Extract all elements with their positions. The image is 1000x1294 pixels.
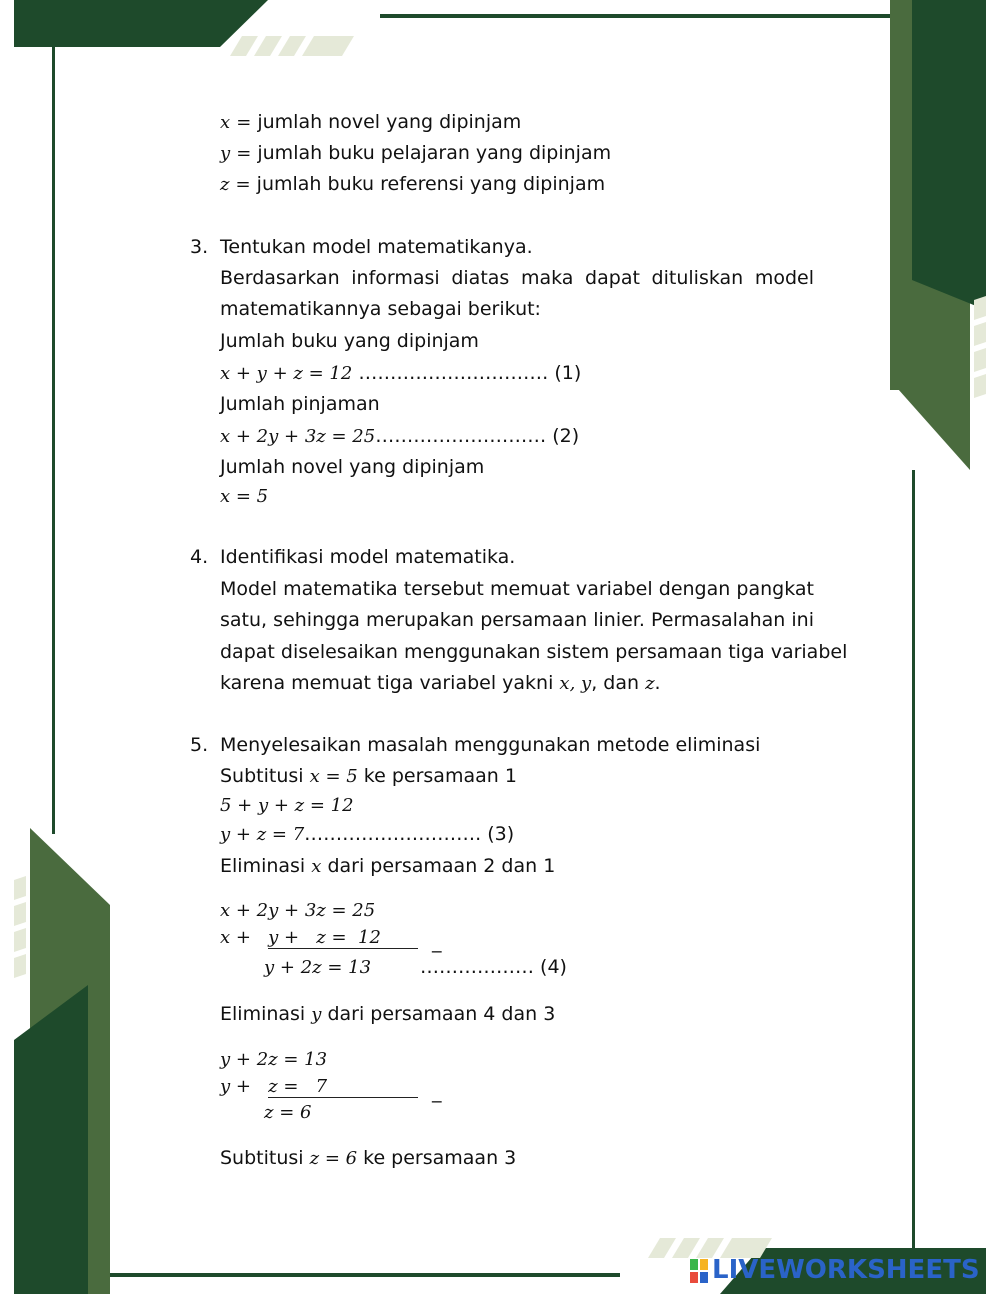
- step5-eqB: [220, 822, 1000, 847]
- stripe: [302, 36, 354, 56]
- elim1-row3-eq: y + 2z = 13: [264, 957, 372, 978]
- equation3: x = 5: [220, 486, 269, 507]
- step4-vars: x, y: [559, 673, 592, 694]
- elim2-rule: [268, 1097, 418, 1098]
- step3-equation1: [220, 361, 1000, 386]
- elim2-var: y: [311, 1004, 322, 1025]
- left-panel-dark: [14, 985, 88, 1294]
- step3-label3: Jumlah novel yang dipinjam: [220, 456, 485, 478]
- elim1-row2-eq: x + y + z = 12: [220, 927, 381, 948]
- step4-line4-end: .: [654, 672, 661, 694]
- left-border-line: [52, 44, 55, 834]
- eqA: 5 + y + z = 12: [220, 795, 354, 816]
- elim1-minus: _: [432, 931, 442, 953]
- step4-line1: Model matematika tersebut memuat variabel dengan pangkat: [220, 578, 814, 600]
- elim2-row1-eq: y + 2z = 13: [220, 1049, 328, 1070]
- step4-line4-text: karena memuat tiga variabel yakni: [220, 672, 560, 694]
- var-y-desc: jumlah buku pelajaran yang dipinjam: [257, 142, 612, 164]
- elim2-row3-eq: z = 6: [264, 1102, 312, 1123]
- stripe: [254, 36, 282, 56]
- elim2-row1: [220, 1047, 1000, 1072]
- stripe: [278, 36, 306, 56]
- elim2-source: dari persamaan 4 dan 3: [321, 1003, 556, 1025]
- equation2: x + 2y + 3z = 25: [220, 426, 376, 447]
- sub1-target: ke persamaan 1: [357, 765, 517, 787]
- sub2-text: Subtitusi: [220, 1147, 310, 1169]
- elim1-text: Eliminasi: [220, 855, 312, 877]
- step3-title: Tentukan model matematikanya.: [220, 236, 533, 258]
- elim1-row1: [220, 898, 1000, 923]
- step5-eqA: [220, 793, 1000, 818]
- step3-label1: Jumlah buku yang dipinjam: [220, 330, 479, 352]
- elim1-ref: ……………… (4): [420, 956, 567, 978]
- step3-paragraph-line1: Berdasarkan informasi diatas maka dapat dituliskan model: [220, 267, 814, 289]
- step4-var-z: z: [645, 673, 655, 694]
- step5-title: Menyelesaikan masalah menggunakan metode eliminasi: [220, 734, 761, 756]
- step5-substitution1: [220, 764, 1000, 789]
- sub2-target: ke persamaan 3: [357, 1147, 517, 1169]
- equals-sign: =: [235, 174, 251, 195]
- var-z-symbol: z: [220, 174, 230, 195]
- sub1-equation: x = 5: [309, 766, 358, 787]
- var-z-line: [220, 172, 1000, 197]
- var-x-line: [220, 110, 1000, 135]
- step5-substitution2: [220, 1146, 1000, 1171]
- liveworksheets-logo[interactable]: [690, 1255, 990, 1285]
- stripe: [230, 36, 258, 56]
- equation1: x + y + z = 12: [220, 363, 353, 384]
- elim2-text: Eliminasi: [220, 1003, 312, 1025]
- elim1-row1-eq: x + 2y + 3z = 25: [220, 900, 376, 921]
- step4-title: Identifikasi model matematika.: [220, 546, 516, 568]
- step3-label2: Jumlah pinjaman: [220, 393, 380, 415]
- eqB-ref: ………………………. (3): [304, 823, 515, 845]
- elim2-row2-eq: y + z = 7: [220, 1076, 328, 1097]
- var-z-desc: jumlah buku referensi yang dipinjam: [256, 173, 606, 195]
- elim1-row2: [220, 925, 1000, 950]
- step4-number: 4.: [190, 546, 209, 568]
- var-y-symbol: y: [220, 143, 231, 164]
- equals-sign: =: [236, 112, 252, 133]
- sub2-equation: z = 6: [309, 1148, 358, 1169]
- step3-equation2: [220, 424, 1000, 449]
- var-y-line: [220, 141, 1000, 166]
- liveworksheets-logo-text: LIVEWORKSHEETS: [712, 1255, 980, 1285]
- var-x-desc: jumlah novel yang dipinjam: [257, 111, 522, 133]
- elim1-var: x: [311, 856, 322, 877]
- bottom-border-line: [110, 1273, 620, 1277]
- elim2-row3: [264, 1100, 1000, 1125]
- liveworksheets-logo-icon: [690, 1259, 708, 1283]
- step5-number: 5.: [190, 734, 209, 756]
- step3-paragraph-line2: matematikannya sebagai berikut:: [220, 298, 541, 320]
- top-left-banner: [14, 0, 268, 47]
- equation2-ref: ……………………… (2): [375, 425, 580, 447]
- step4-line2: satu, sehingga merupakan persamaan linier. Permasalahan ini: [220, 609, 814, 631]
- step4-line3: dapat diselesaikan menggunakan sistem persamaan tiga variabel: [220, 641, 848, 663]
- equals-sign: =: [236, 143, 252, 164]
- var-x-symbol: x: [220, 112, 231, 133]
- step5-elimination2-title: [220, 1002, 1000, 1027]
- step4-line4-conj: , dan: [591, 672, 646, 694]
- elim1-source: dari persamaan 2 dan 1: [321, 855, 556, 877]
- step3-equation3: [220, 484, 1000, 509]
- eqB: y + z = 7: [220, 824, 305, 845]
- step5-elimination1-title: [220, 854, 1000, 879]
- step4-line4: [220, 671, 1000, 696]
- elim2-minus: _: [432, 1081, 442, 1103]
- top-border-line: [380, 14, 890, 18]
- equation1-ref: ………………………… (1): [352, 362, 582, 384]
- sub1-text: Subtitusi: [220, 765, 310, 787]
- step3-number: 3.: [190, 236, 209, 258]
- elim1-rule: [268, 948, 418, 949]
- elim2-row2: [220, 1074, 1000, 1099]
